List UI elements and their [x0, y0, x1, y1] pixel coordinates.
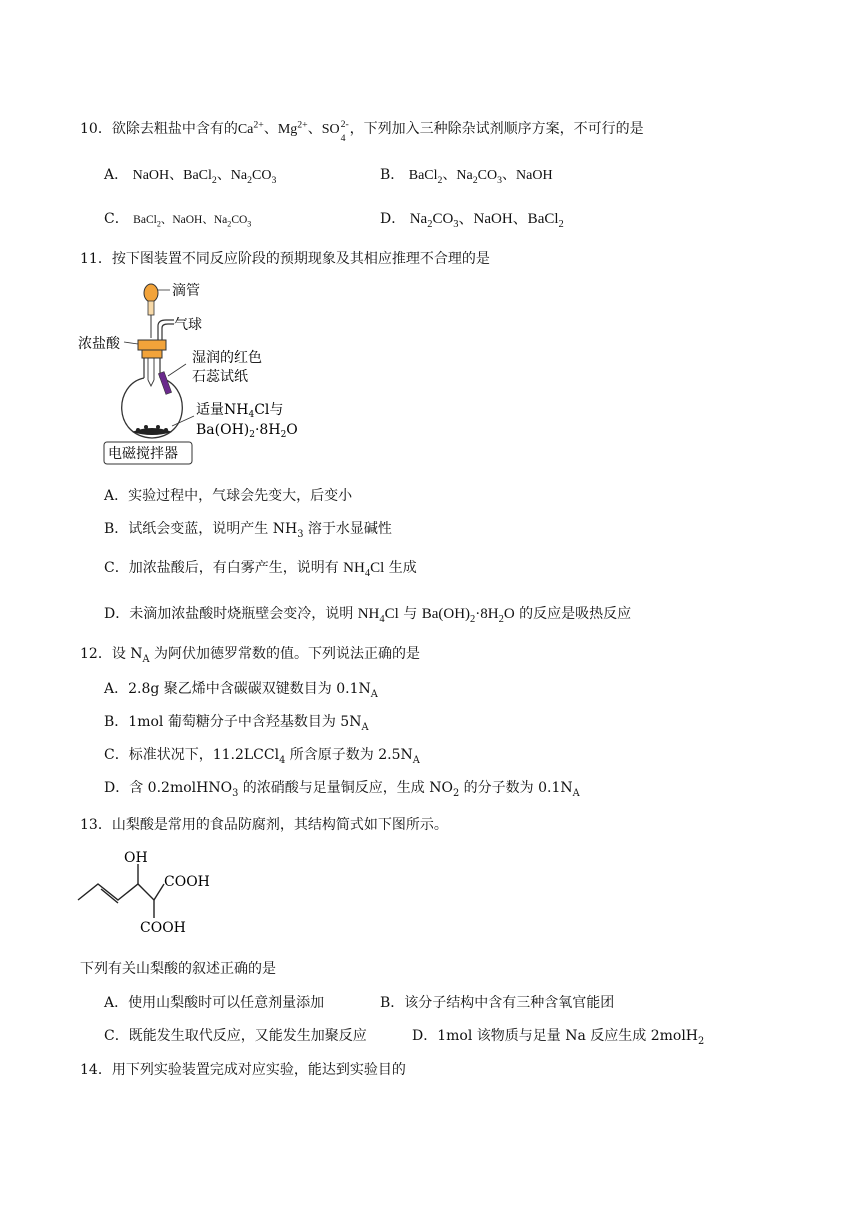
question-10-stem: 10．欲除去粗盐中含有的$Ca^{2+}$、$Mg^{2+}$、SO 2- 4 ，下列加入三种除杂试剂顺序方案，不可行的是	[80, 119, 644, 144]
q13-option-c[interactable]: C．既能发生取代反应，又能发生加聚反应	[104, 1028, 367, 1044]
label-dropper: 滴管	[172, 283, 200, 299]
q11-option-c[interactable]: C．加浓盐酸后，有白雾产生，说明有 $NH_4Cl$ 生成	[104, 560, 417, 579]
q12-option-a[interactable]: A．2.8g 聚乙烯中含碳碳双键数目为 $0.1N_A$	[104, 681, 378, 700]
cooh-group-2: COOH	[140, 920, 186, 936]
q12-option-d[interactable]: D．含 0.2molHNO$_3$ 的浓硝酸与足量铜反应，生成 $NO_2$ 的分子数为 $0.1N_A$	[104, 780, 580, 799]
q13-lead: 下列有关山梨酸的叙述正确的是	[80, 961, 276, 977]
q12-option-b[interactable]: B．1mol 葡萄糖分子中含羟基数目为 $5N_A$	[104, 714, 369, 733]
label-balloon: 气球	[174, 317, 202, 333]
label-reagent-2: $Ba(OH)_2\cdot 8H_2O$	[196, 422, 298, 440]
q10-option-d[interactable]: D． $Na_2CO_3$、NaOH、BaCl$_2$	[380, 211, 564, 230]
label-paper-2: 石蕊试纸	[192, 369, 248, 385]
cooh-group-1: COOH	[164, 874, 210, 890]
q12-option-c[interactable]: C．标准状况下，11.2LCCl$_4$ 所含原子数为 $2.5N_A$	[104, 747, 420, 766]
question-14-stem: 14．用下列实验装置完成对应实验，能达到实验目的	[80, 1062, 406, 1078]
q10-option-b[interactable]: B． BaCl$_2$、$Na_2CO_3$、NaOH	[380, 167, 553, 186]
apparatus-figure	[74, 276, 314, 470]
q11-option-d[interactable]: D．未滴加浓盐酸时烧瓶壁会变冷，说明 $NH_4Cl$ 与 $Ba(OH)_2\cdot 8H_2O$ 的反应是吸热反应	[104, 606, 632, 625]
label-acid: 浓盐酸	[78, 336, 120, 352]
oh-group: OH	[124, 850, 148, 866]
question-12-stem: 12．设 $N_A$ 为阿伏加德罗常数的值。下列说法正确的是	[80, 646, 421, 665]
question-13-stem: 13．山梨酸是常用的食品防腐剂，其结构简式如下图所示。	[80, 817, 448, 833]
q10-option-c[interactable]: C． BaCl$_2$、NaOH、$Na_2CO_3$	[104, 211, 252, 229]
sorbic-acid-structure	[74, 844, 234, 940]
question-11-stem: 11．按下图装置不同反应阶段的预期现象及其相应推理不合理的是	[80, 251, 490, 267]
label-reagent-1: 适量$NH_4Cl$与	[196, 402, 284, 420]
q10-option-a[interactable]: A． NaOH、BaCl$_2$、$Na_2CO_3$	[104, 167, 277, 186]
q13-option-b[interactable]: B．该分子结构中含有三种含氧官能团	[380, 995, 615, 1011]
label-paper-1: 湿润的红色	[192, 350, 262, 366]
label-stirrer: 电磁搅拌器	[108, 446, 178, 462]
q13-option-d[interactable]: D．1mol 该物质与足量 Na 反应生成 2molH$_2$	[412, 1028, 705, 1047]
q11-option-a[interactable]: A．实验过程中，气球会先变大，后变小	[104, 488, 353, 504]
q13-option-a[interactable]: A．使用山梨酸时可以任意剂量添加	[104, 995, 325, 1011]
q11-option-b[interactable]: B．试纸会变蓝，说明产生 $NH_3$ 溶于水显碱性	[104, 521, 392, 540]
